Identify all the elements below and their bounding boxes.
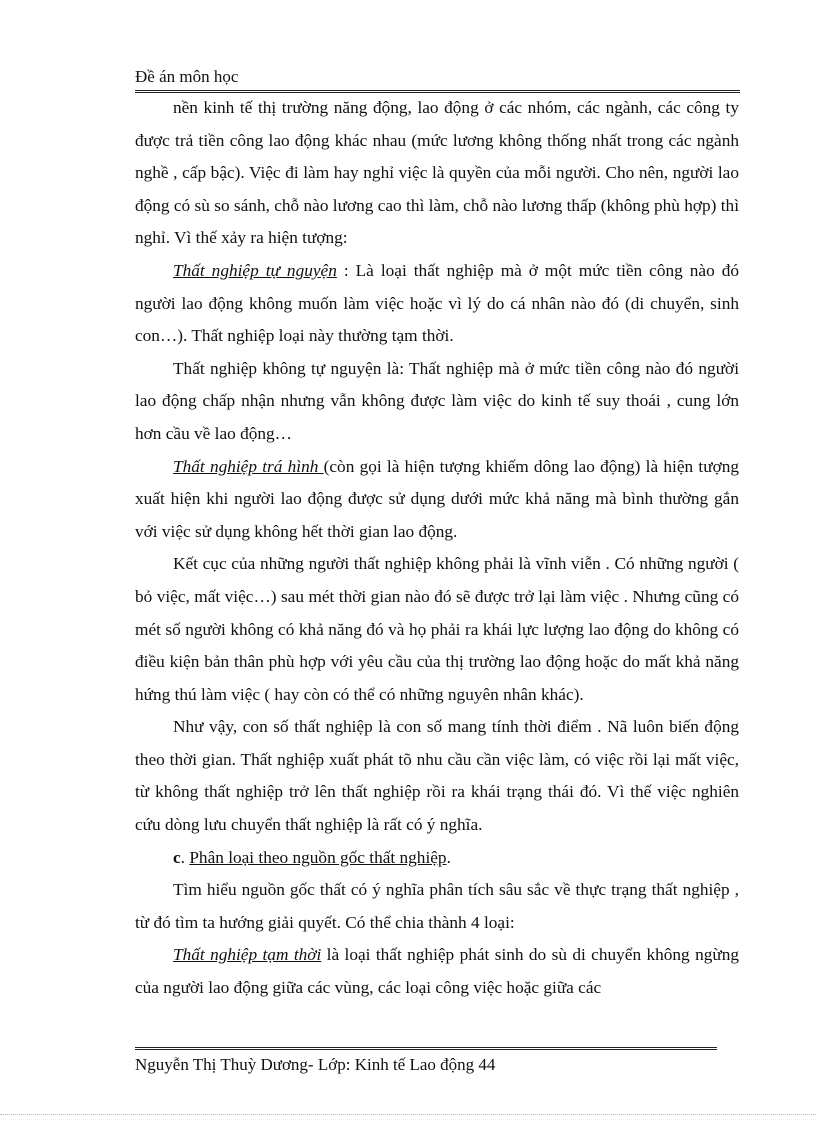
term-frictional-unemployment: Thất nghiệp tạm thời [173, 945, 322, 965]
paragraph-6: Như vậy, con số thất nghiệp là con số mang tính thời điểm . Nã luôn biến động theo thời gian. Thất nghiệp xuất phát tõ nhu cầu cần việc làm, có việc rồi lại mất việc, từ không thất nghiệp trở lên thất nghiệp rồi ra khái trạng thái đó. Vì thế việc nghiên cứu dòng lưu chuyển thất nghiệp là rất có ý nghĩa. [135, 717, 739, 835]
paragraph-1: nền kinh tế thị trường năng động, lao động ở các nhóm, các ngành, các công ty được trả tiền công lao động khác nhau (mức lương không thống nhất trong các ngành nghề , cấp bậc). Việc đi làm hay nghỉ việc là quyền của mỗi người. Cho nên, người lao động có sù so sánh, chỗ nào lương cao thì làm, chỗ nào lương thấp (không phù hợp) thì nghỉ. Vì thế xảy ra hiện tượng: [135, 98, 739, 248]
page-edge-divider [0, 1114, 816, 1115]
paragraph-4-text: (còn gọi là hiện tượng khiếm dông lao động) là hiện tượng xuất hiện khi người lao động được sử dụng dưới mức khả năng mà bình thường gắn với việc sử dụng không hết thời gian lao động. [135, 456, 739, 541]
document-body [135, 92, 739, 1005]
section-end: . [446, 847, 451, 867]
footer-rule [135, 1047, 717, 1050]
paragraph-7: Tìm hiểu nguồn gốc thất có ý nghĩa phân tích sâu sắc về thực trạng thất nghiệp , từ đó tìm ta hướng giải quyết. Có thể chia thành 4 loại: [135, 880, 739, 932]
section-heading-c [135, 842, 739, 875]
paragraph-8 [135, 939, 739, 1004]
term-voluntary-unemployment: Thất nghiệp tự nguyện [173, 260, 337, 280]
page-footer-text: Nguyễn Thị Thuỳ Dương- Lớp: Kinh tế Lao động 44 [135, 1055, 496, 1074]
section-title: Phân loại theo nguồn gốc thất nghiệp [189, 847, 447, 867]
section-letter: c [173, 847, 181, 867]
paragraph-8-text: là loại thất nghiệp phát sinh do sù di chuyển không ngừng của người lao động giữa các vùng, các loại công việc hoặc giữa các [135, 945, 739, 998]
section-dot: . [180, 847, 190, 867]
paragraph-2-text: : Là loại thất nghiệp mà ở một mức tiền công nào đó người lao động không muốn làm việc hoặc vì lý do cá nhân nào đó (di chuyển, sinh con…). Thất nghiệp loại này thường tạm thời. [135, 260, 739, 346]
term-disguised-unemployment: Thất nghiệp trá hình [173, 456, 324, 476]
paragraph-3: Thất nghiệp không tự nguyện là: Thất nghiệp mà ở mức tiền công nào đó người lao động chấp nhận nhưng vẫn không được làm việc do kinh tế suy thoái , cung lớn hơn cầu về lao động… [135, 358, 739, 443]
paragraph-2 [135, 255, 739, 353]
paragraph-5: Kết cục của những người thất nghiệp không phải là vĩnh viễn . Có những người ( bỏ việc, mất việc…) sau mét thời gian nào đó sẽ được trở lại làm việc . Nhưng cũng có mét số người không có khả năng đó và họ phải ra khái lực lượng lao động do không có điều kiện bản thân phù hợp với yêu cầu của thị trường lao động hoặc do mất khả năng hứng thú làm việc ( hay còn có thể có những nguyên nhân khác). [135, 554, 739, 704]
page-header-title: Đề án môn học [135, 67, 239, 86]
paragraph-4 [135, 451, 739, 549]
